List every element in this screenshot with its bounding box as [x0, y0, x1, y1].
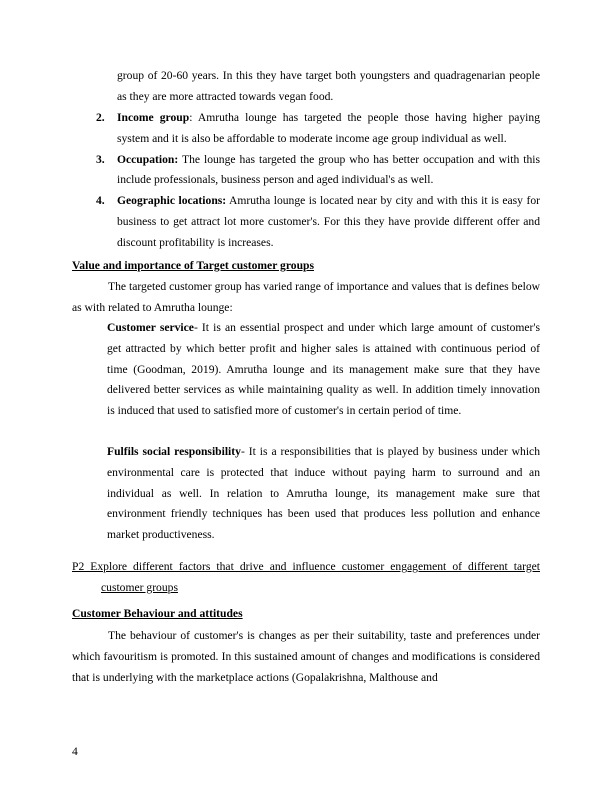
list-item [96, 150, 540, 192]
page-number: 4 [72, 745, 78, 758]
heading-customer-behaviour: Customer Behaviour and attitudes [72, 607, 243, 620]
section-heading-line: customer groups [101, 580, 178, 594]
list-number: 3. [96, 152, 105, 166]
list-text: Amrutha lounge has targeted the people those having higher paying system and it is also be affordable to moderate income age group individual as well. [117, 111, 541, 145]
heading-value-importance: Value and importance of Target customer groups [72, 259, 314, 272]
list-item [96, 108, 541, 150]
section-heading-line: P2 Explore different factors that drive and influence customer engagement of different target [72, 560, 540, 573]
sub-item-social-responsibility [107, 442, 540, 546]
behaviour-paragraph: The behaviour of customer's is changes as per their suitability, taste and preferences under which favouritism is promoted. In this sustained amount of changes and modifications is considered that is underlying with the marketplace actions (Gopalakrishna, Malthouse and [72, 629, 540, 684]
numbered-list [96, 108, 541, 254]
sub-item-term: Fulfils social responsibility [107, 445, 241, 458]
list-item [96, 191, 540, 253]
continuation-paragraph: group of 20-60 years. In this they have target both youngsters and quadragenarian people as they are more attracted towards vegan food. [117, 69, 540, 103]
list-term: Occupation: [117, 152, 179, 166]
sub-item-text: - It is an essential prospect and under which large amount of customer's get attracted by which better profit and higher sales is attained with continuous period of time (Goodman, 2019). Amrutha lounge and its management make sure that they have delivered better services as while maintaining quality as well. In addition timely innovation is induced that used to satisfied more of customer's in certain period of time. [107, 321, 540, 418]
sub-item-customer-service [107, 318, 540, 422]
list-term: Geographic locations: [117, 194, 227, 208]
list-number: 4. [96, 194, 105, 208]
list-text: Amrutha lounge is located near by city and with this it is easy for business to get attract lot more customer's. For this they have provide different offer and discount profitability is increases. [117, 194, 540, 249]
section-heading-p2 [72, 557, 540, 599]
list-text: The lounge has targeted the group who has better occupation and with this include professionals, business person and aged individual's as well. [117, 152, 540, 187]
list-term-separator: : [189, 111, 193, 124]
sub-item-term: Customer service [107, 321, 194, 334]
sub-item-text: - It is a responsibilities that is played by business under which environmental care is protected that induce without paying harm to surround and an individual as well. In relation to Amrutha lounge, its management make sure that environment friendly techniques has been used that produces less pollution and enhance market productiveness. [107, 445, 540, 542]
list-term: Income group [117, 111, 190, 124]
intro-paragraph: The targeted customer group has varied range of importance and values that is defines below as with related to Amrutha lounge: [72, 280, 540, 314]
list-number: 2. [96, 111, 105, 124]
